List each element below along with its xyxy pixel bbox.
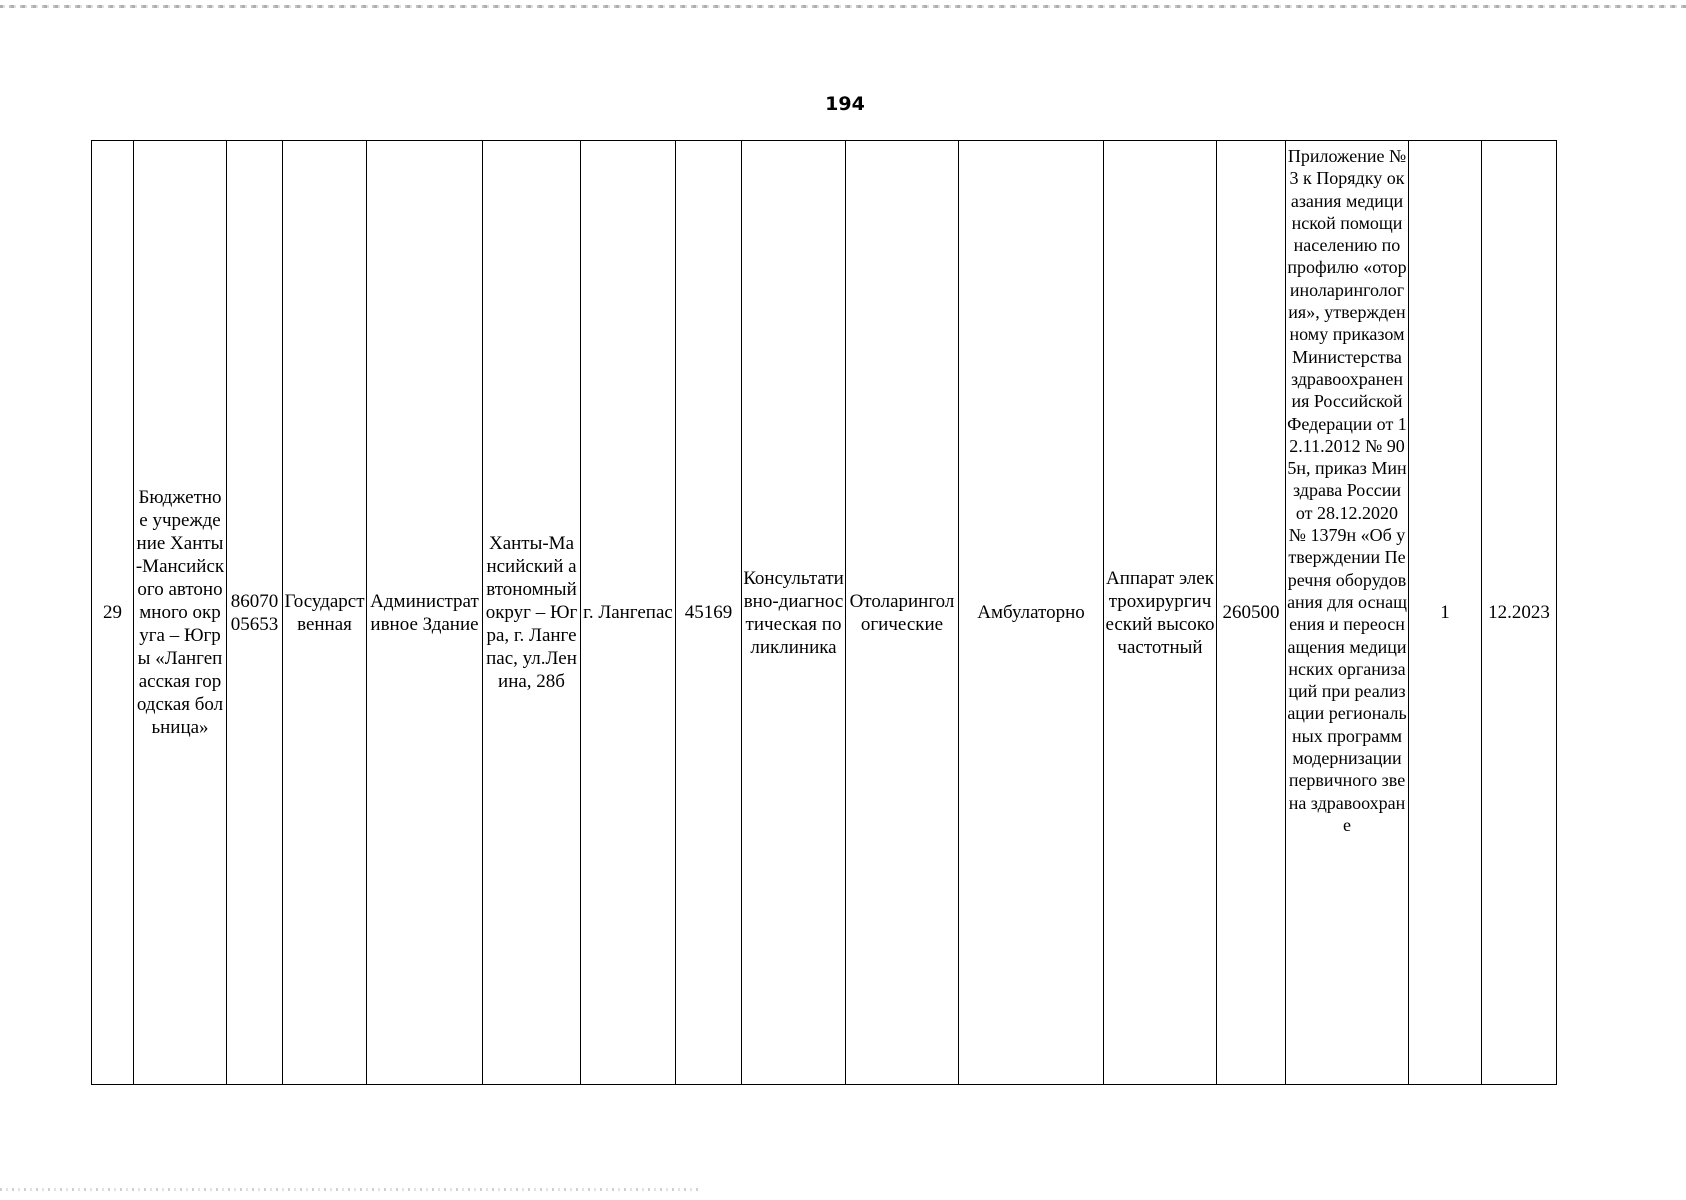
unit-cell [742,141,846,1085]
equipment-code-cell [1217,141,1286,1085]
equipment-cell [1104,141,1217,1085]
ownership-cell [283,141,367,1085]
organization-name: Бюджетное учреждение Ханты-Мансийского автономного округа – Югры «Лангепасская городская больница» [135,487,225,738]
profile-cell [846,141,959,1085]
row-number: 29 [103,602,122,623]
table-row [92,141,1557,1085]
equipment-quantity: 1 [1440,602,1450,623]
care-conditions-cell [959,141,1104,1085]
equipment-register-table [91,140,1557,1085]
structural-unit: Консультативно-диагностическая поликлиника [743,567,844,658]
scan-edge-top [0,5,1686,8]
organization-inn: 8607005653 [230,590,279,635]
scan-edge-bottom [0,1188,700,1191]
legal-basis: Приложение № 3 к Порядку оказания медицинской помощи населению по профилю «оториноларингология», утвержденному приказом Министерства здравоохранения Российской Федерации от 12.11.2012 № 905н, приказ Минздрава России от 28.12.2020 № 1379н «Об утверждении Перечня оборудования для оснащения и переоснащения медицинских организаций при реализации региональных программ модернизации первичного звена здравоохране [1287,146,1407,835]
inn-cell [227,141,283,1085]
building-type: Административное Здание [370,590,479,635]
equipment-name: Аппарат электрохирургический высокочастотный [1105,567,1215,658]
code-cell [676,141,742,1085]
delivery-date: 12.2023 [1488,602,1550,623]
building-address: Ханты-Мансийский автономный округ – Югра, г. Лангепас, ул.Ленина, 28б [485,533,578,692]
address-cell [483,141,581,1085]
equipment-code: 260500 [1222,602,1280,623]
page-number: 194 [825,93,865,115]
care-conditions: Амбулаторно [977,602,1085,623]
building-cell [367,141,483,1085]
legal-basis-cell [1286,141,1409,1085]
quantity-cell [1409,141,1482,1085]
city-cell [581,141,676,1085]
organization-cell [134,141,227,1085]
city-name: г. Лангепас [583,602,673,623]
ownership-form: Государственная [284,590,365,635]
medical-profile: Отоларингологические [849,590,955,635]
territory-code: 45169 [684,602,733,623]
row-number-cell [92,141,134,1085]
date-cell [1482,141,1557,1085]
